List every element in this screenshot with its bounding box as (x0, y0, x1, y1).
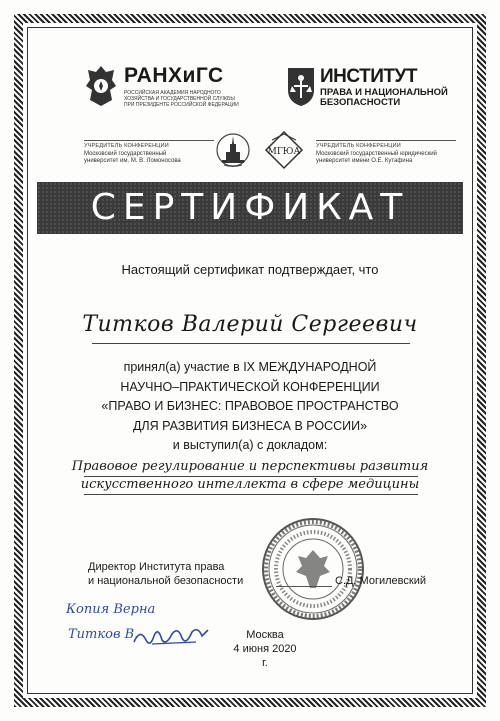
director-line1: Директор Института права (88, 561, 225, 573)
report-line2: искусственного интеллекта в сфере медицины (80, 477, 420, 492)
founder-label: УЧРЕДИТЕЛЬ КОНФЕРЕНЦИИ (316, 143, 401, 149)
director-title (88, 560, 243, 588)
confirm-text: Настоящий сертификат подтверждает, что (121, 262, 379, 277)
body-line3: «ПРАВО И БИЗНЕС: ПРАВОВОЕ ПРОСТРАНСТВО (101, 399, 399, 413)
body-line2: НАУЧНО–ПРАКТИЧЕСКОЙ КОНФЕРЕНЦИИ (120, 379, 380, 394)
body-line5: и выступил(а) с докладом: (172, 438, 328, 452)
institute-title: ИНСТИТУТ (320, 66, 417, 87)
mgua-emblem-icon (264, 130, 304, 170)
director-line2: и национальной безопасности (88, 575, 244, 587)
institute-subtitle-line1: ПРАВА И НАЦИОНАЛЬНОЙ (320, 87, 448, 98)
recipient-name: Титков Валерий Сергеевич (82, 312, 418, 337)
ranepa-logo (84, 64, 244, 120)
signature-line (276, 586, 332, 587)
institute-subtitle-line2: БЕЗОПАСНОСТИ (320, 97, 401, 108)
founder-line2: университет им. М. В. Ломоносова (84, 158, 181, 164)
msu-building-icon (216, 130, 250, 170)
institute-subtitle (320, 88, 448, 108)
report-underline (84, 494, 418, 495)
handwritten-signature (132, 624, 212, 650)
place: Москва (246, 629, 284, 641)
date: 4 июня 2020 г. (233, 643, 297, 669)
ranepa-emblem-icon (84, 64, 118, 108)
founder-mgua (316, 140, 456, 166)
body-line1: принял(а) участие в IX МЕЖДУНАРОДНОЙ (123, 360, 377, 374)
report-underline (84, 476, 418, 477)
participation-text (0, 358, 500, 456)
director-name: С.Д. Могилевский (335, 575, 426, 587)
body-line4: ДЛЯ РАЗВИТИЯ БИЗНЕСА В РОССИИ» (132, 418, 368, 433)
mgua-label: МГЮА (267, 147, 301, 157)
founder-line1: Московский государственный юридический (316, 150, 437, 157)
founder-divider (316, 140, 456, 141)
founder-msu (84, 140, 214, 166)
title-banner (37, 182, 463, 234)
certificate-title: СЕРТИФИКАТ (90, 187, 410, 228)
report-line1: Правовое регулирование и перспективы развития (71, 459, 429, 474)
copy-certified-note: Копия Верна (66, 602, 156, 617)
founder-line2: университет имени О.Е. Кутафина (316, 158, 413, 164)
founder-divider (84, 140, 214, 141)
founder-label: УЧРЕДИТЕЛЬ КОНФЕРЕНЦИИ (84, 143, 169, 149)
name-underline (92, 343, 410, 344)
shield-justice-icon (286, 66, 316, 108)
official-seal-stamp (258, 514, 368, 624)
institute-logo (286, 66, 456, 122)
place-date (230, 628, 300, 670)
founder-line1: Московский государственный (84, 150, 167, 157)
copy-certified-name: Титков В. (68, 627, 139, 642)
ranepa-name: РАНХиГС (124, 64, 224, 87)
ranepa-subtitle: РОССИЙСКАЯ АКАДЕМИЯ НАРОДНОГО ХОЗЯЙСТВА И ГОСУДАРСТВЕННОЙ СЛУЖБЫ ПРИ ПРЕЗИДЕНТЕ РОССИЙСКОЙ ФЕДЕРАЦИИ (124, 90, 239, 108)
